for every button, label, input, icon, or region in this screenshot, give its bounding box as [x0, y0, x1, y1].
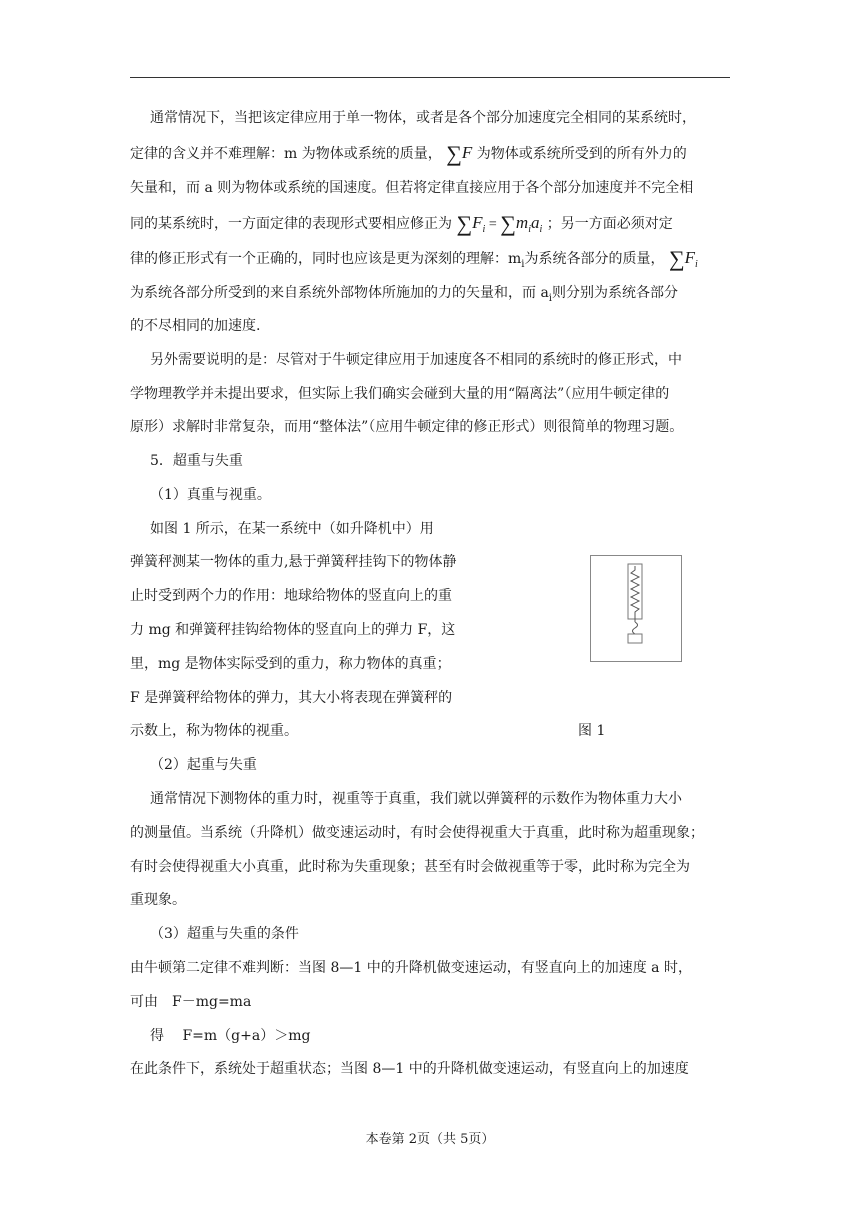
equation-line: 可由 F－mg=ma	[130, 994, 252, 1010]
section-heading: 5．超重与失重	[150, 453, 243, 469]
text-line: 有时会使得视重大小真重，此时称为失重现象；甚至有时会做视重等于零，此时称为完全为	[130, 859, 690, 875]
text-line: 的不尽相同的加速度.	[130, 318, 261, 334]
subsection-heading: （2）起重与失重	[150, 757, 257, 773]
text-line: 在此条件下，系统处于超重状态；当图 8—1 中的升降机做变速运动，有竖直向上的加速度	[130, 1061, 689, 1077]
sum-F-expression: ∑F	[446, 141, 473, 166]
text-line: 定律的含义并不难理解：m 为物体或系统的质量， ∑F 为物体或系统所受到的所有外力的	[130, 141, 687, 166]
text-line: 原形）求解时非常复杂，而用“整体法”（应用牛顿定律的修正形式）则很简单的物理习题。	[130, 419, 684, 435]
text-line: 如图 1 所示，在某一系统中（如升降机中）用	[150, 521, 434, 537]
header-rule	[130, 77, 730, 78]
figure-caption: 图 1	[578, 723, 606, 739]
text-line: 力 mg 和弹簧秤挂钩给物体的竖直向上的弹力 F，这	[130, 622, 456, 638]
subsection-heading: （1）真重与视重。	[150, 487, 271, 503]
corrected-law-formula: $\sum F_i = \sum m_ia_i$	[456, 211, 543, 236]
spring-scale-diagram	[591, 556, 681, 661]
text-line: 通常情况下，当把该定律应用于单一物体，或者是各个部分加速度完全相同的某系统时，	[150, 110, 696, 126]
text-line: 矢量和，而 a 则为物体或系统的国速度。但若将定律直接应用于各个部分加速度并不完全相	[130, 180, 694, 196]
text-line: 的测量值。当系统（升降机）做变速运动时，有时会使得视重大于真重，此时称为超重现象；	[130, 825, 704, 841]
text-line: 重现象。	[130, 892, 186, 908]
text-line: 里，mg 是物体实际受到的重力，称力物体的真重；	[130, 656, 451, 672]
figure-1-spring-scale	[590, 555, 682, 662]
equation-line: 得 F=m（g+a）＞mg	[150, 1028, 311, 1044]
text-line: 同的某系统时，一方面定律的表现形式要相应修正为 $\sum F_i = \sum m_ia_i$ ；另一方面必须对定	[130, 211, 673, 236]
text-line: F 是弹簧秤给物体的弹力，其大小将表现在弹簧秤的	[130, 690, 453, 706]
page-footer: 本卷第 2页（共 5页）	[365, 1132, 495, 1147]
sum-Fi-expression: $\sum F_i$	[668, 246, 698, 271]
text-line: 止时受到两个力的作用：地球给物体的竖直向上的重	[130, 588, 452, 604]
subsection-heading: （3）超重与失重的条件	[150, 926, 299, 942]
text-line: 示数上，称为物体的视重。	[130, 723, 298, 739]
text-line: 通常情况下测物体的重力时，视重等于真重，我们就以弹簧秤的示数作为物体重力大小	[150, 791, 682, 807]
text-line: 律的修正形式有一个正确的，同时也应该是更为深刻的理解：$m_i$为系统各部分的质量， $\sum F_i$	[130, 246, 698, 271]
text-line: 学物理教学并未提出要求，但实际上我们确实会碰到大量的用“隔离法”（应用牛顿定律的	[130, 386, 670, 402]
text-line: 为系统各部分所受到的来自系统外部物体所施加的力的矢量和，而 $a_i$则分别为系统各部分	[130, 285, 678, 304]
text-line: 由牛顿第二定律不难判断：当图 8—1 中的升降机做变速运动，有竖直向上的加速度 a 时，	[130, 960, 692, 976]
text-line: 另外需要说明的是：尽管对于牛顿定律应用于加速度各不相同的系统时的修正形式，中	[150, 352, 682, 368]
text-line: 弹簧秤测某一物体的重力,悬于弹簧秤挂钩下的物体静	[130, 554, 457, 570]
